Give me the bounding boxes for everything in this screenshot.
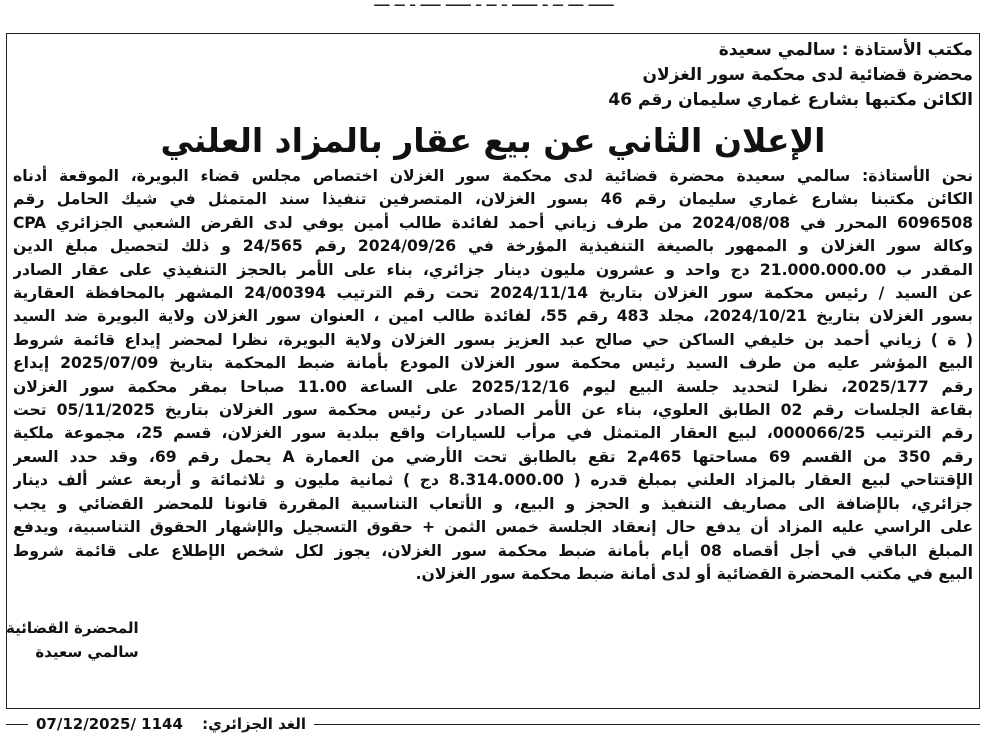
body-line: رقم 350 من القسم 69 مساحتها 465م2 تقع بالطابق تحت الأرضي من العمارة A يحمل رقم 69، وقد حدد السعر (13, 447, 973, 466)
publication-footer (6, 712, 980, 736)
notice-title: الإعلان الثاني عن بيع عقار بالمزاد العلني (160, 121, 826, 160)
body-line: ( ة ) زياني أحمد بن خليفي الساكن حي صالح عبد العزيز بسور الغزلان ولاية البويرة، نظرا لمحضر إيداع قائمة شروط (13, 330, 973, 349)
body-line: عن السيد / رئيس محكمة سور الغزلان بتاريخ 2024/11/14 تحت رقم الترتيب 24/00394 المشهر بالمحافظة العقارية (13, 284, 973, 303)
body-line: 6096508 المحرر في 2024/08/08 من طرف زياني أحمد لفائدة طالب أمين يوفي لدى القرض الشعبي الجزائري CPA (13, 213, 973, 232)
body-line: المبلغ الباقي في أجل أقصاه 08 أيام بأمانة ضبط محكمة سور الغزلان، يجوز لكل شخص الإطلاع على قائمة شروط (13, 541, 973, 560)
footer-issue: 1144 (141, 715, 183, 733)
body-line: الإقتتاحي لبيع العقار بالمزاد العلني بمبلغ قدره ( 8.314.000.00 دج ) ثمانية مليون و ثلاثمائة و أربعة عشر ألف دينار (13, 471, 973, 490)
signature-block (6, 616, 139, 664)
body-line: رقم الترتيب 000066/25، لبيع العقار المتمثل في مرأب للسيارات واقع ببلدية سور الغزلان، قسم 25، مجموعة ملكية (13, 424, 973, 443)
body-line: رقم 2025/177، نظرا لتحديد جلسة البيع ليوم 2025/12/16 على الساعة 11.00 صباحا بمقر محكمة سور الغزلان (13, 377, 973, 396)
body-line: وكالة سور الغزلان و الممهور بالصيغة التنفيذية المؤرخة في 2024/09/26 رقم 24/565 و ذلك لتحصيل مبلغ الدين (13, 237, 973, 256)
office-name: مكتب الأستاذة : سالمي سعيدة (718, 40, 973, 60)
body-line: بقاعة الجلسات رقم 02 الطابق العلوي، بناء عن الأمر الصادر عن رئيس محكمة سور الغزلان بتاريخ 05/11/2025 تحت (13, 401, 973, 420)
body-line: الكائن مكتبنا بشارع غماري سليمان رقم 46 بسور الغزلان، المتصرفين تنفيذا سند المتمثل في شيك الحامل رقم (13, 190, 973, 209)
office-court: محضرة قضائية لدى محكمة سور الغزلان (642, 65, 973, 85)
signature-name: سالمي سعيدة (35, 643, 139, 661)
body-line: جزائري، بالإضافة الى مصاريف التنفيذ و الحجز و البيع، و الأتعاب التناسبية المقررة قانونا للمحضر القضائي و يجب (13, 494, 973, 513)
footer-publication: الغد الجزائري: (202, 715, 307, 733)
body-line: بسور الغزلان بتاريخ 2024/10/21، مجلد 483 رقم 55، لفائدة طالب امين ، العنوان سور الغزلان ولاية البويرة ضد السيد (13, 307, 973, 326)
body-line: نحن الأستاذة: سالمي سعيدة محضرة قضائية لدى محكمة سور الغزلان اختصاص مجلس قضاء البويرة، الموقعة أدناه (13, 167, 973, 185)
body-line: المقدر ب 21.000.000.00 دج واحد و عشرون مليون دينار جزائري، بناء على الأمر بالحجز التنفيذي على عقار الصادر (13, 260, 973, 279)
footer-text (28, 712, 314, 736)
body-line: البيع المؤشر عليه من طرف السيد رئيس محكمة سور الغزلان المودع بأمانة ضبط المحكمة بتاريخ 2025/07/09 إيداع (13, 354, 973, 373)
office-address: الكائن مكتبها بشارع غماري سليمان رقم 46 (608, 90, 973, 110)
footer-date: 07/12/2025/ (36, 715, 136, 733)
body-line: البيع في مكتب المحضرة القضائية أو لدى أمانة ضبط محكمة سور الغزلان. (415, 564, 973, 583)
cropped-previous-text: ـــــ ـــ ــ ـ ـــــ ـ ــ ـ ـــــ ــــ ـ ــ ـــ (374, 0, 614, 11)
signature-role: المحضرة القضائية (6, 619, 139, 637)
body-line: على الراسي عليه المزاد أن يدفع حال إنعقاد الجلسة خمس الثمن + حقوق التسجيل والإشهار الحقوق التناسبية، ويدفع (13, 518, 973, 537)
legal-notice (6, 33, 980, 709)
notice-body (13, 165, 973, 586)
